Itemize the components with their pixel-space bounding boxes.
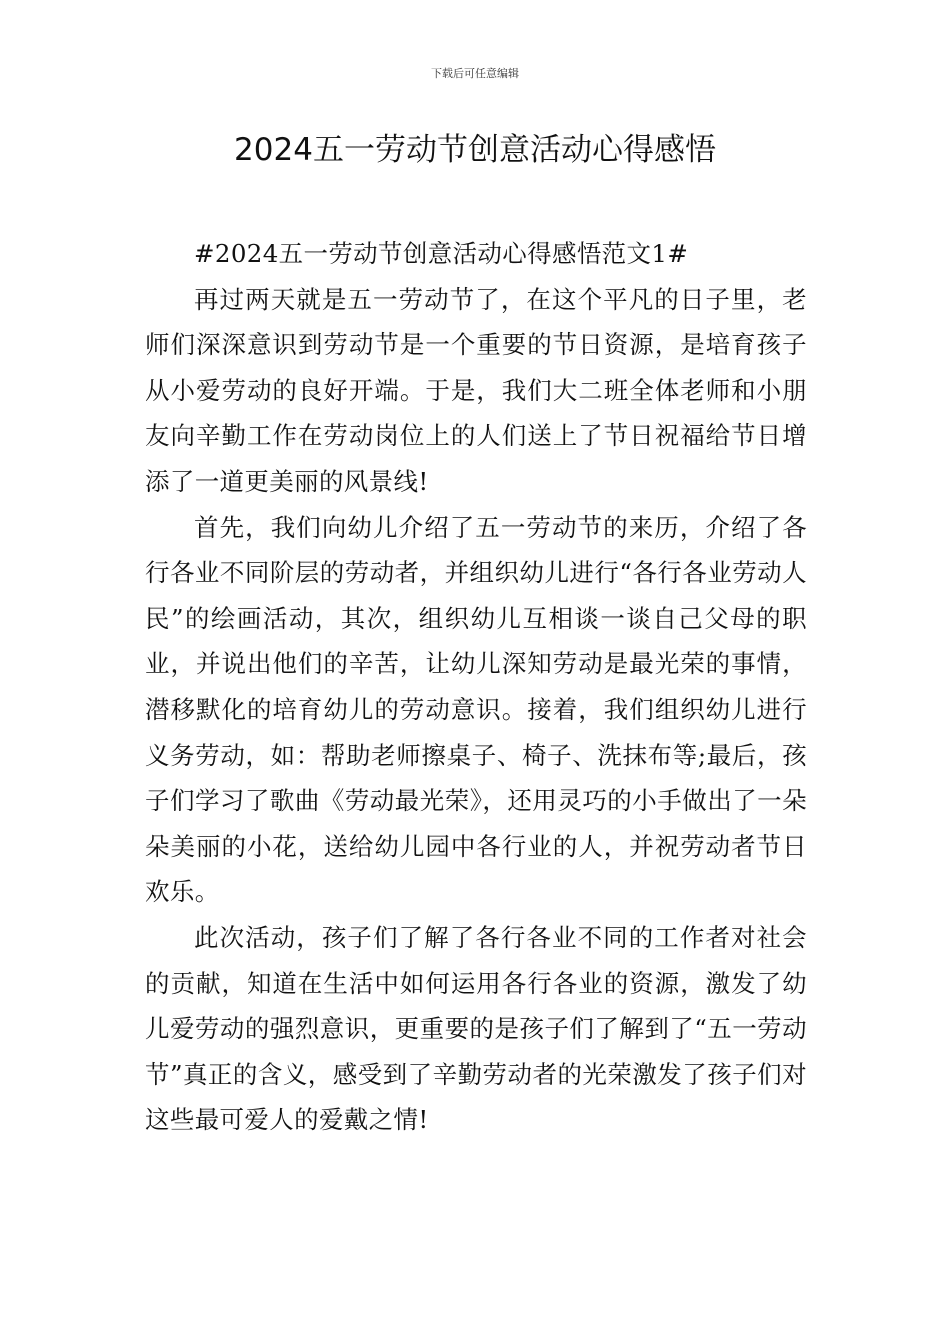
header-note: 下载后可任意编辑 [431, 67, 519, 80]
section-heading: #2024五一劳动节创意活动心得感悟范文1# [194, 239, 689, 268]
paragraph: 再过两天就是五一劳动节了，在这个平凡的日子里，老师们深深意识到劳动节是一个重要的节日资源，是培育孩子从小爱劳动的良好开端。于是，我们大二班全体老师和小朋友向辛勤工作在劳动岗位上的人们送上了节日祝福给节日增添了一道更美丽的风景线! [145, 284, 807, 496]
document-body [145, 231, 807, 1143]
paragraph: 此次活动，孩子们了解了各行各业不同的工作者对社会的贡献，知道在生活中如何运用各行各业的资源，激发了幼儿爱劳动的强烈意识，更重要的是孩子们了解到了“五一劳动节”真正的含义，感受到了辛勤劳动者的光荣激发了孩子们对这些最可爱人的爱戴之情! [145, 922, 807, 1135]
page-title: 2024五一劳动节创意活动心得感悟 [234, 132, 716, 168]
paragraph: 首先，我们向幼儿介绍了五一劳动节的来历，介绍了各行各业不同阶层的劳动者，并组织幼儿进行“各行各业劳动人民”的绘画活动，其次，组织幼儿互相谈一谈自己父母的职业，并说出他们的辛苦，让幼儿深知劳动是最光荣的事情，潜移默化的培育幼儿的劳动意识。接着，我们组织幼儿进行义务劳动，如：帮助老师擦桌子、椅子、洗抹布等;最后，孩子们学习了歌曲《劳动最光荣》，还用灵巧的小手做出了一朵朵美丽的小花，送给幼儿园中各行业的人，并祝劳动者节日欢乐。 [145, 512, 807, 907]
